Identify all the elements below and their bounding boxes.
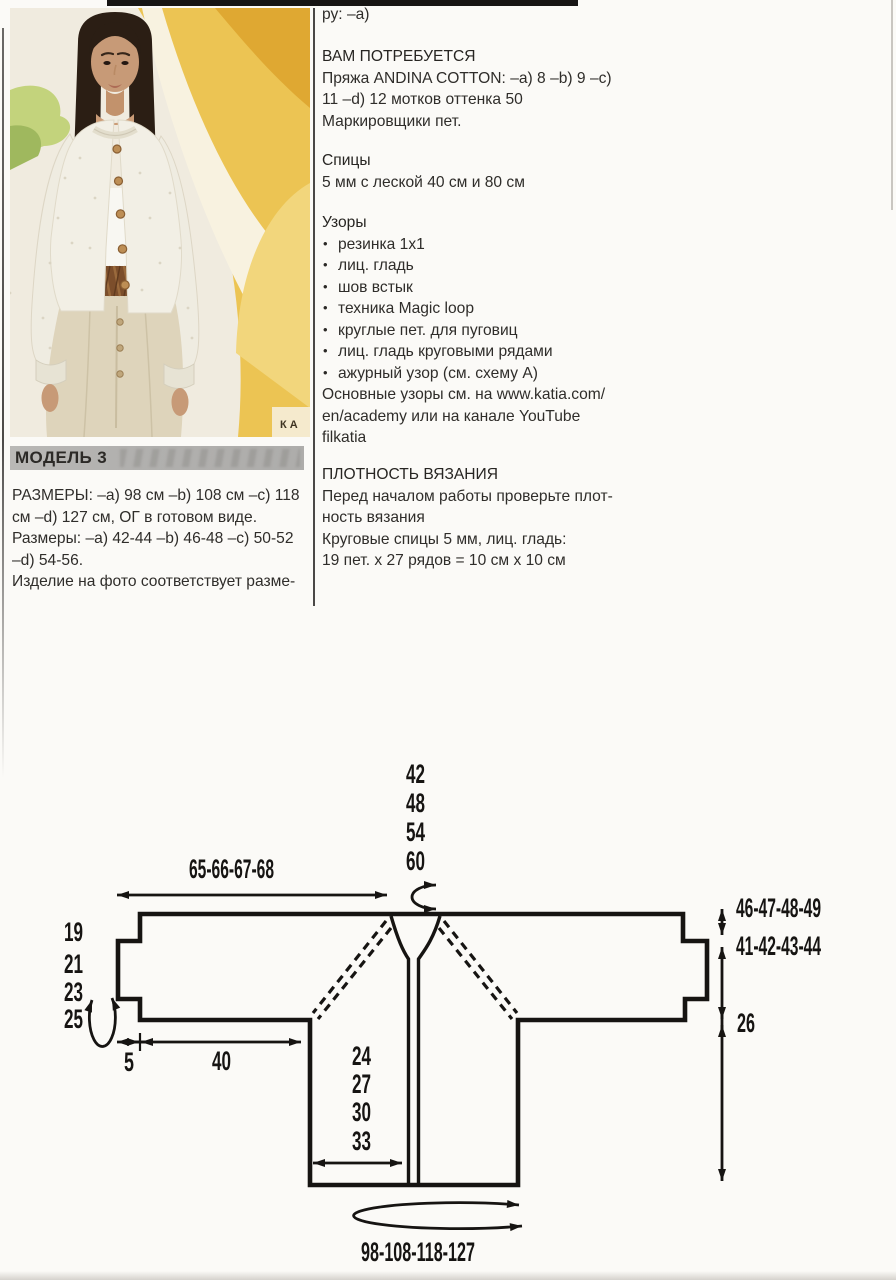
pattern-item: • круглые пет. для пуговиц [322, 320, 605, 342]
sizes-paragraph [12, 485, 300, 593]
label-neck-c: 54 [406, 817, 426, 847]
label-cuff-depth: 5 [124, 1047, 134, 1077]
materials-section [322, 46, 612, 132]
pattern-item: • лиц. гладь [322, 255, 605, 277]
label-yoke: 41-42-43-44 [736, 931, 822, 961]
label-bust: 98-108-118-127 [361, 1237, 475, 1267]
text-line: Маркировщики пет. [322, 112, 462, 130]
model-header-bar [10, 446, 304, 470]
photo-watermark-text: КА [280, 419, 301, 431]
page-edge-line-right [891, 0, 893, 210]
label-neck-a: 42 [406, 759, 425, 789]
raglan-lines [313, 921, 517, 1019]
label-yoke-total: 46-47-48-49 [736, 893, 821, 923]
front-band-right [419, 916, 441, 1185]
gauge-section [322, 464, 613, 572]
text-line: Круговые спицы 5 мм, лиц. гладь: [322, 530, 567, 548]
pattern-item: • техника Magic loop [322, 298, 605, 320]
watermark-smudge [120, 449, 300, 467]
model-header-label: МОДЕЛЬ 3 [15, 448, 108, 467]
text-line: см –d) 127 см, ОГ в готовом виде. [12, 508, 258, 526]
label-front-c: 30 [352, 1097, 371, 1127]
model-photo [10, 8, 310, 437]
needles-header: Спицы [322, 152, 371, 169]
label-neck-d: 60 [406, 846, 425, 876]
text-line: en/academy или на канале YouTube [322, 407, 581, 425]
garment-schematic [0, 740, 896, 1280]
text-line: 19 пет. x 27 рядов = 10 см x 10 см [322, 552, 566, 569]
label-body-length: 26 [737, 1008, 755, 1038]
text-line: Пряжа ANDINA COTTON: –a) 8 –b) 9 –c) [322, 69, 612, 87]
text-line: Основные узоры см. на www.katia.com/ [322, 386, 606, 403]
page-edge-line [2, 28, 4, 778]
continuation-line: ру: –а) [322, 6, 370, 23]
label-sleeve-length: 40 [212, 1046, 231, 1076]
column-divider [313, 8, 315, 606]
cuff-loop-arrow [89, 998, 115, 1046]
needles-section [322, 150, 525, 193]
text-line: filkatia [322, 429, 367, 446]
text-line: РАЗМЕРЫ: –a) 98 см –b) 108 см –c) 118 [12, 487, 300, 504]
garment-outline [118, 914, 707, 1185]
label-neck-b: 48 [406, 788, 425, 818]
label-front-a: 24 [352, 1041, 372, 1071]
label-front-b: 27 [352, 1069, 371, 1099]
label-cuff-c: 23 [64, 977, 83, 1007]
measure-arrows [89, 885, 722, 1229]
label-cuff-a: 19 [64, 917, 83, 947]
label-top-width: 65-66-67-68 [189, 854, 274, 884]
diagram-labels [64, 759, 821, 1267]
text-line: 11 –d) 12 мотков оттенка 50 [322, 91, 523, 108]
pattern-item: • шов встык [322, 277, 605, 299]
label-cuff-d: 25 [64, 1004, 83, 1034]
text-line: –d) 54-56. [12, 551, 84, 569]
bust-loop-arrow [354, 1203, 522, 1229]
pattern-item: • резинка 1x1 [322, 234, 605, 256]
text-line: Размеры: –a) 42-44 –b) 46-48 –c) 50-52 [12, 530, 294, 547]
text-line: Изделие на фото соответствует разме- [12, 573, 296, 590]
label-cuff-b: 21 [64, 949, 83, 979]
text-line: 5 мм с леской 40 см и 80 см [322, 173, 525, 191]
front-band-left [391, 916, 409, 1185]
patterns-section [322, 212, 605, 449]
gauge-header: ПЛОТНОСТЬ ВЯЗАНИЯ [322, 466, 499, 483]
patterns-header: Узоры [322, 214, 367, 231]
text-line: ность вязания [322, 509, 425, 526]
materials-header: ВАМ ПОТРЕБУЕТСЯ [322, 48, 476, 65]
text-line: Перед началом работы проверьте плот- [322, 487, 613, 505]
label-front-d: 33 [352, 1126, 371, 1156]
neck-loop-arrow [412, 885, 436, 909]
pattern-item: • лиц. гладь круговыми рядами [322, 341, 605, 363]
pattern-item: • ажурный узор (см. схему А) [322, 363, 605, 385]
